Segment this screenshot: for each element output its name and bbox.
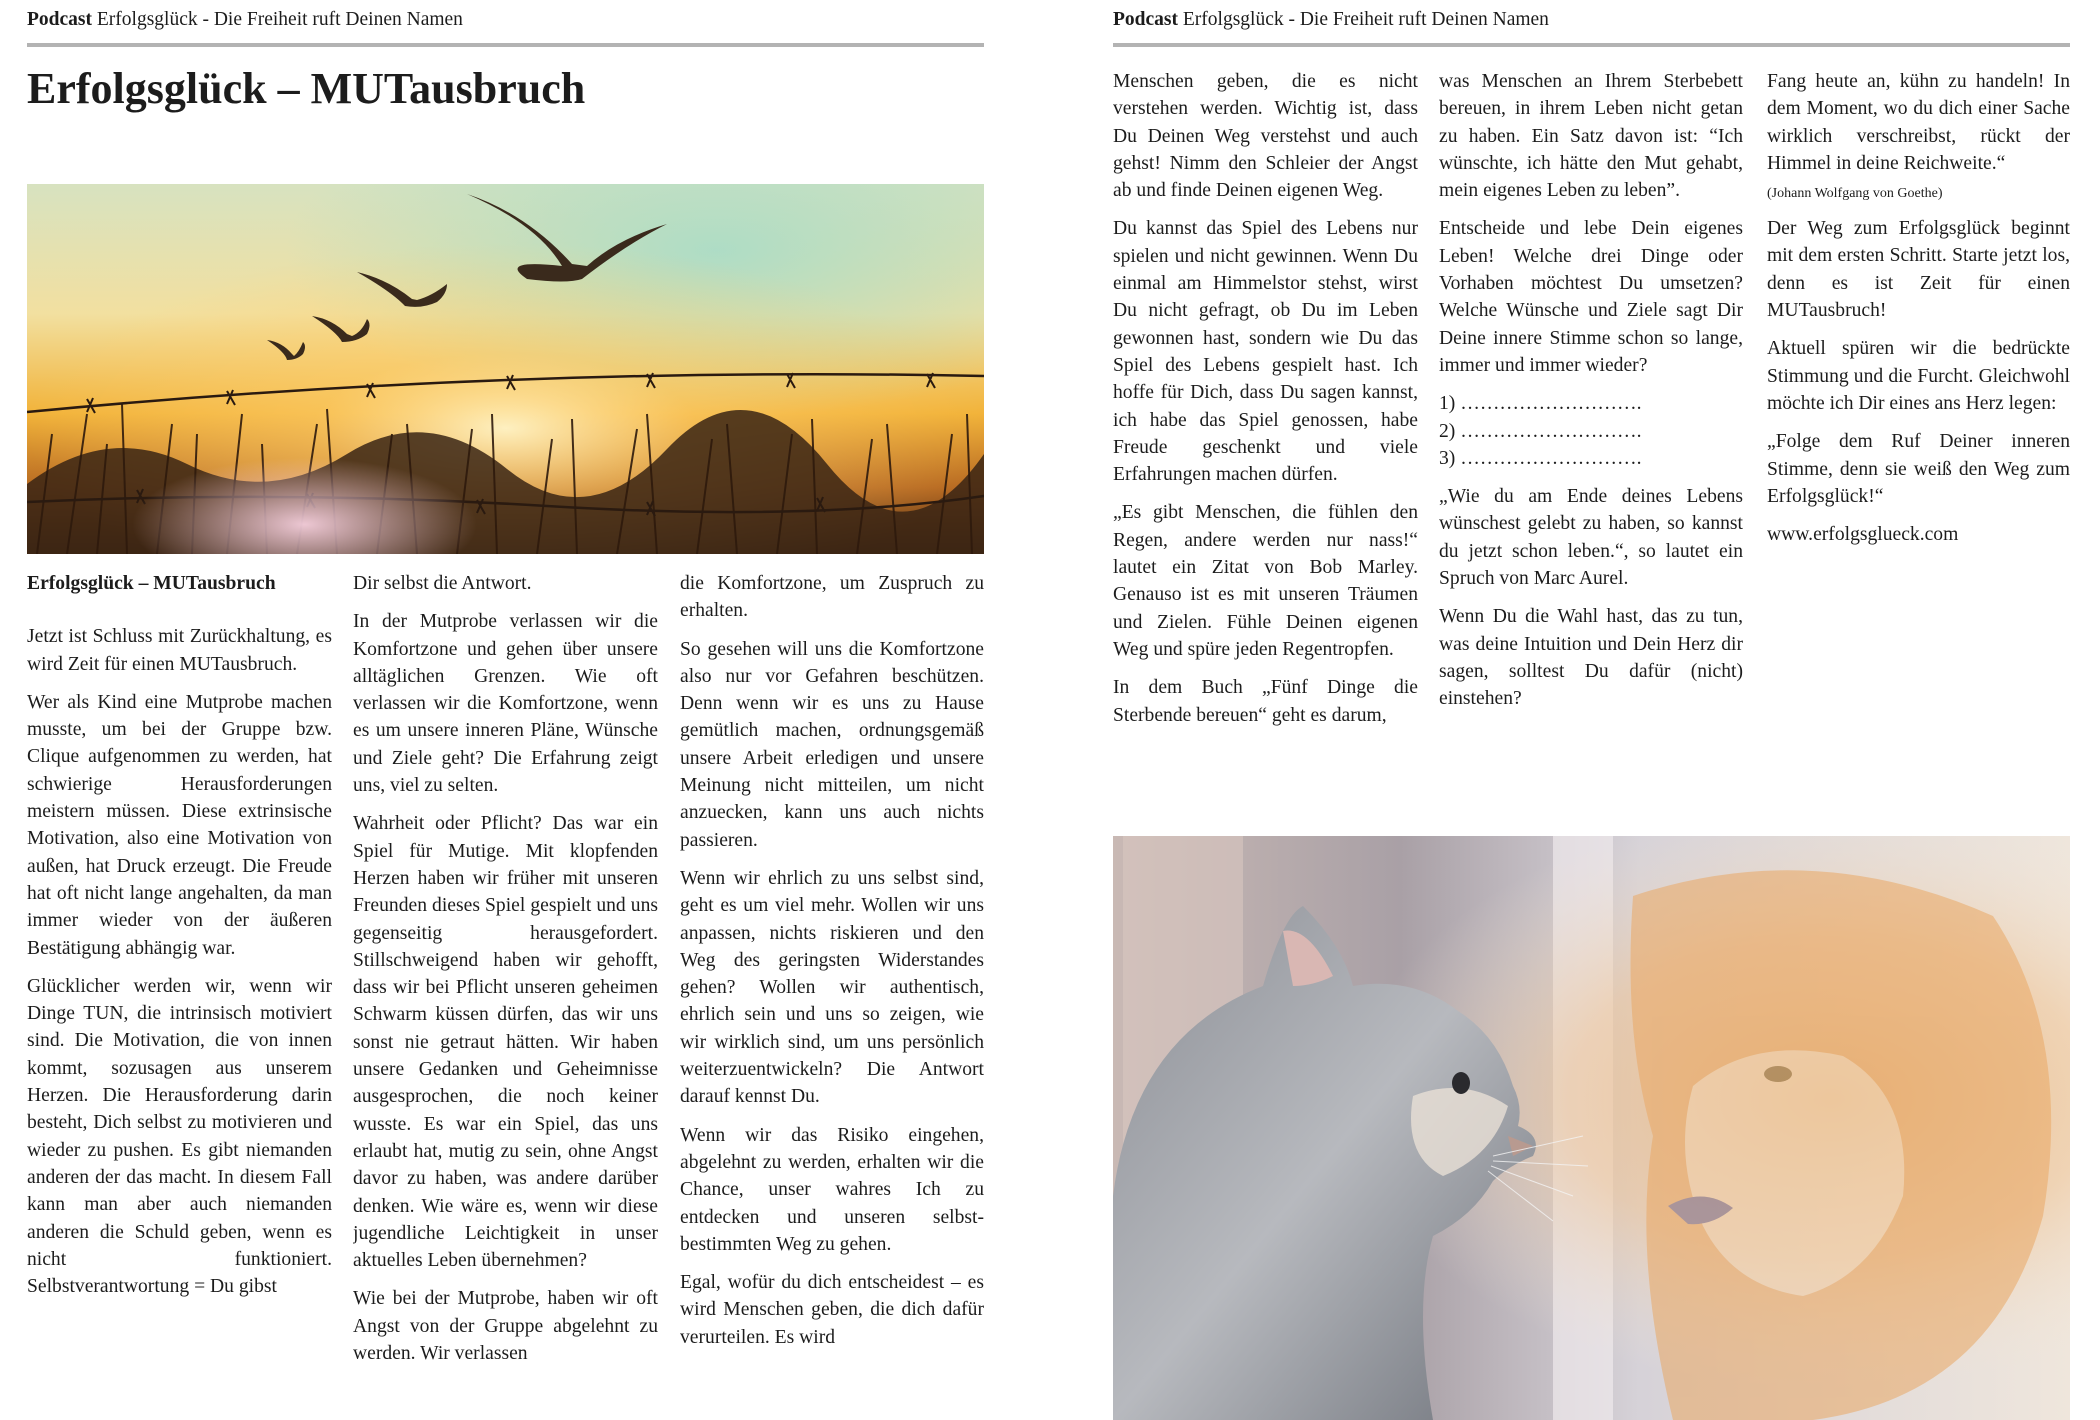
paragraph: Entscheide und lebe Dein eigenes Leben! Welche drei Dinge oder Vorhaben möchtest Du umsetzen? Welche Wünsche und Ziele sagt Dir Deine innere Stimme schon so lange, immer und immer wieder? <box>1439 218 1743 376</box>
article-column-3 <box>680 570 984 1418</box>
header-podcast-label: Podcast <box>27 9 92 30</box>
paragraph: Wenn wir ehrlich zu uns selbst sind, geht es um viel mehr. Wollen wir uns anpassen, nichts riskieren und den Weg des geringsten Widerstandes gehen? Wollen wir authentisch, ehrlich sein und uns so zeigen, wie wir wirklich sind, um uns persönlich weiterzuentwickeln? Die Antwort darauf kennst Du. <box>680 867 984 1108</box>
paragraph: die Komfortzone, um Zuspruch zu erhalten. <box>680 573 984 622</box>
header-rule <box>27 43 984 47</box>
running-header <box>1113 8 1549 32</box>
paragraph: Du kannst das Spiel des Lebens nur spielen und nicht gewinnen. Wenn Du einmal am Himmelstor stehst, wirst Du nicht gefragt, ob Du im Leben gewonnen hast, sondern wie Du das Spiel des Lebens gespielt hast. Ich hoffe für Dich, dass Du sagen kannst, ich habe das Spiel genossen, habe Freude geschenkt und viele Erfahrungen machen dürfen. <box>1113 218 1418 486</box>
header-title: Erfolgsglück - Die Freiheit ruft Deinen Namen <box>96 9 463 30</box>
article-column-6 <box>1767 68 2070 828</box>
paragraph: Glücklicher werden wir, wenn wir Dinge TUN, die intrinsisch motiviert sind. Die Motivation, die von innen kommt, sozusagen aus unserem Herzen. Die Herausforderung darin besteht, Dich selbst zu motivieren und wieder zu pushen. Es gibt niemanden anderen der das macht. In diesem Fall kann man aber auch niemanden anderen die Schuld geben, wenn es nicht funktioniert. Selbstverantwortung = Du gibst <box>27 975 332 1298</box>
list-item: 3) ………………………. <box>1439 447 1642 469</box>
paragraph: In der Mutprobe verlassen wir die Komfortzone und gehen über unsere alltäglichen Grenzen. Wie oft verlassen wir die Komfortzone, wenn es um unsere inneren Pläne, Wünsche und Ziele geht? Die Erfahrung zeigt uns, viel zu selten. <box>353 611 658 797</box>
list-item: 1) ………………………. <box>1439 393 1642 415</box>
paragraph: Wie bei der Mutprobe, haben wir oft Angst von der Gruppe abgelehnt zu werden. Wir verlassen <box>353 1288 658 1365</box>
quote-paragraph: „Folge dem Ruf Deiner inneren Stimme, denn sie weiß den Weg zum Erfolgsglück!“ <box>1767 431 2070 507</box>
quote-paragraph: Fang heute an, kühn zu handeln! In dem Moment, wo du dich einer Sache wirklich verschreibst, rückt der Himmel in deine Reichweite.“ <box>1767 71 2070 174</box>
right-page <box>1080 0 2100 1418</box>
paragraph: In dem Buch „Fünf Dinge die Sterbende bereuen“ geht es darum, <box>1113 677 1418 726</box>
quote-paragraph: „Wie du am Ende deines Lebens wünschest gelebt zu haben, so kannst du jetzt schon leben.“, so lautet ein Spruch von Marc Aurel. <box>1439 486 1743 590</box>
paragraph: So gesehen will uns die Komfortzone also nur vor Gefahren beschützen. Denn wenn wir es uns zu Hause gemütlich machen, ordnungsgemäß unsere Arbeit erledigen und unsere Meinung nicht mitteilen, um nicht anzuecken, kann uns auch nichts passieren. <box>680 638 984 851</box>
article-subhead: Erfolgsglück – MUTausbruch <box>27 573 276 594</box>
article-column-2 <box>353 570 658 1418</box>
header-rule <box>1113 43 2070 47</box>
paragraph: Jetzt ist Schluss mit Zurückhaltung, es wird Zeit für einen MUTausbruch. <box>27 626 332 675</box>
paragraph: Der Weg zum Erfolgsglück beginnt mit dem ersten Schritt. Starte jetzt los, denn es ist Zeit für einen MUTausbruch! <box>1767 218 2070 322</box>
article-column-5 <box>1439 68 1743 828</box>
paragraph: Wenn wir das Risiko eingehen, abgelehnt zu werden, erhalten wir die Chance, unser wahres Ich zu entdecken und unseren selbst-bestimmten Weg zu gehen. <box>680 1124 984 1255</box>
paragraph: was Menschen an Ihrem Sterbebett bereuen, in ihrem Leben nicht getan zu haben. Ein Satz davon ist: “Ich wünschte, ich hätte den Mut gehabt, mein eigenes Leben zu leben”. <box>1439 71 1743 202</box>
header-podcast-label: Podcast <box>1113 9 1178 30</box>
article-title: Erfolgsglück – MUTausbruch <box>27 64 586 113</box>
cat-lion-photo <box>1113 836 2070 1420</box>
left-page <box>0 0 1030 1418</box>
paragraph: Menschen geben, die es nicht verstehen werden. Wichtig ist, dass Du Deinen Weg verstehst und auch gehst! Nimm den Schleier der Angst ab und finde Deinen eigenen Weg. <box>1113 71 1418 202</box>
article-column-4 <box>1113 68 1418 828</box>
quote-citation: (Johann Wolfgang von Goethe) <box>1767 186 1943 202</box>
paragraph: Aktuell spüren wir die bedrückte Stimmung und die Furcht. Gleichwohl möchte ich Dir eines ans Herz legen: <box>1767 338 2070 414</box>
paragraph: Wenn Du die Wahl hast, das zu tun, was deine Intuition und Dein Herz dir sagen, solltest Du dafür (nicht) einstehen? <box>1439 606 1743 710</box>
paragraph: Egal, wofür du dich entscheidest – es wird Menschen geben, die dich dafür verurteilen. Es wird <box>680 1272 984 1348</box>
birds-photo <box>27 184 984 554</box>
article-column-1 <box>27 570 332 1418</box>
list-item: 2) ………………………. <box>1439 420 1642 442</box>
paragraph: Dir selbst die Antwort. <box>353 573 532 594</box>
paragraph: Wer als Kind eine Mutprobe machen musste, um bei der Gruppe bzw. Clique aufgenommen zu werden, hat schwierige Herausforderungen meistern müssen. Diese extrinsische Motivation, also eine Motivation von außen, hat Druck erzeugt. Die Freude hat oft nicht lange angehalten, da man immer wieder von der äußeren Bestätigung abhängig war. <box>27 691 332 959</box>
running-header <box>27 8 463 32</box>
paragraph: Wahrheit oder Pflicht? Das war ein Spiel für Mutige. Mit klopfenden Herzen haben wir früher mit unseren Freunden dieses Spiel gespielt und uns gegenseitig herausgefordert. Stillschweigend haben wir gehofft, dass wir bei Pflicht unseren geheimen Schwarm küssen dürfen, das wir uns sonst nie getraut hätten. Wir haben unsere Gedanken und Geheimnisse ausgesprochen, die noch keiner wusste. Es war ein Spiel, das uns erlaubt hat, mutig zu sein, ohne Angst davor zu haben, was andere darüber denken. Wie wäre es, wenn wir diese jugendliche Leichtigkeit in unser aktuelles Leben übernehmen? <box>353 813 658 1272</box>
quote-paragraph: „Es gibt Menschen, die fühlen den Regen, andere werden nur nass!“ lautet ein Zitat von Bob Marley. Genauso ist es mit unseren Träumen und Zielen. Fühle Deinen eigenen Weg und spüre jeden Regentropfen. <box>1113 502 1418 660</box>
website-url: www.erfolgsglueck.com <box>1767 524 1959 546</box>
header-title: Erfolgsglück - Die Freiheit ruft Deinen Namen <box>1182 9 1549 30</box>
